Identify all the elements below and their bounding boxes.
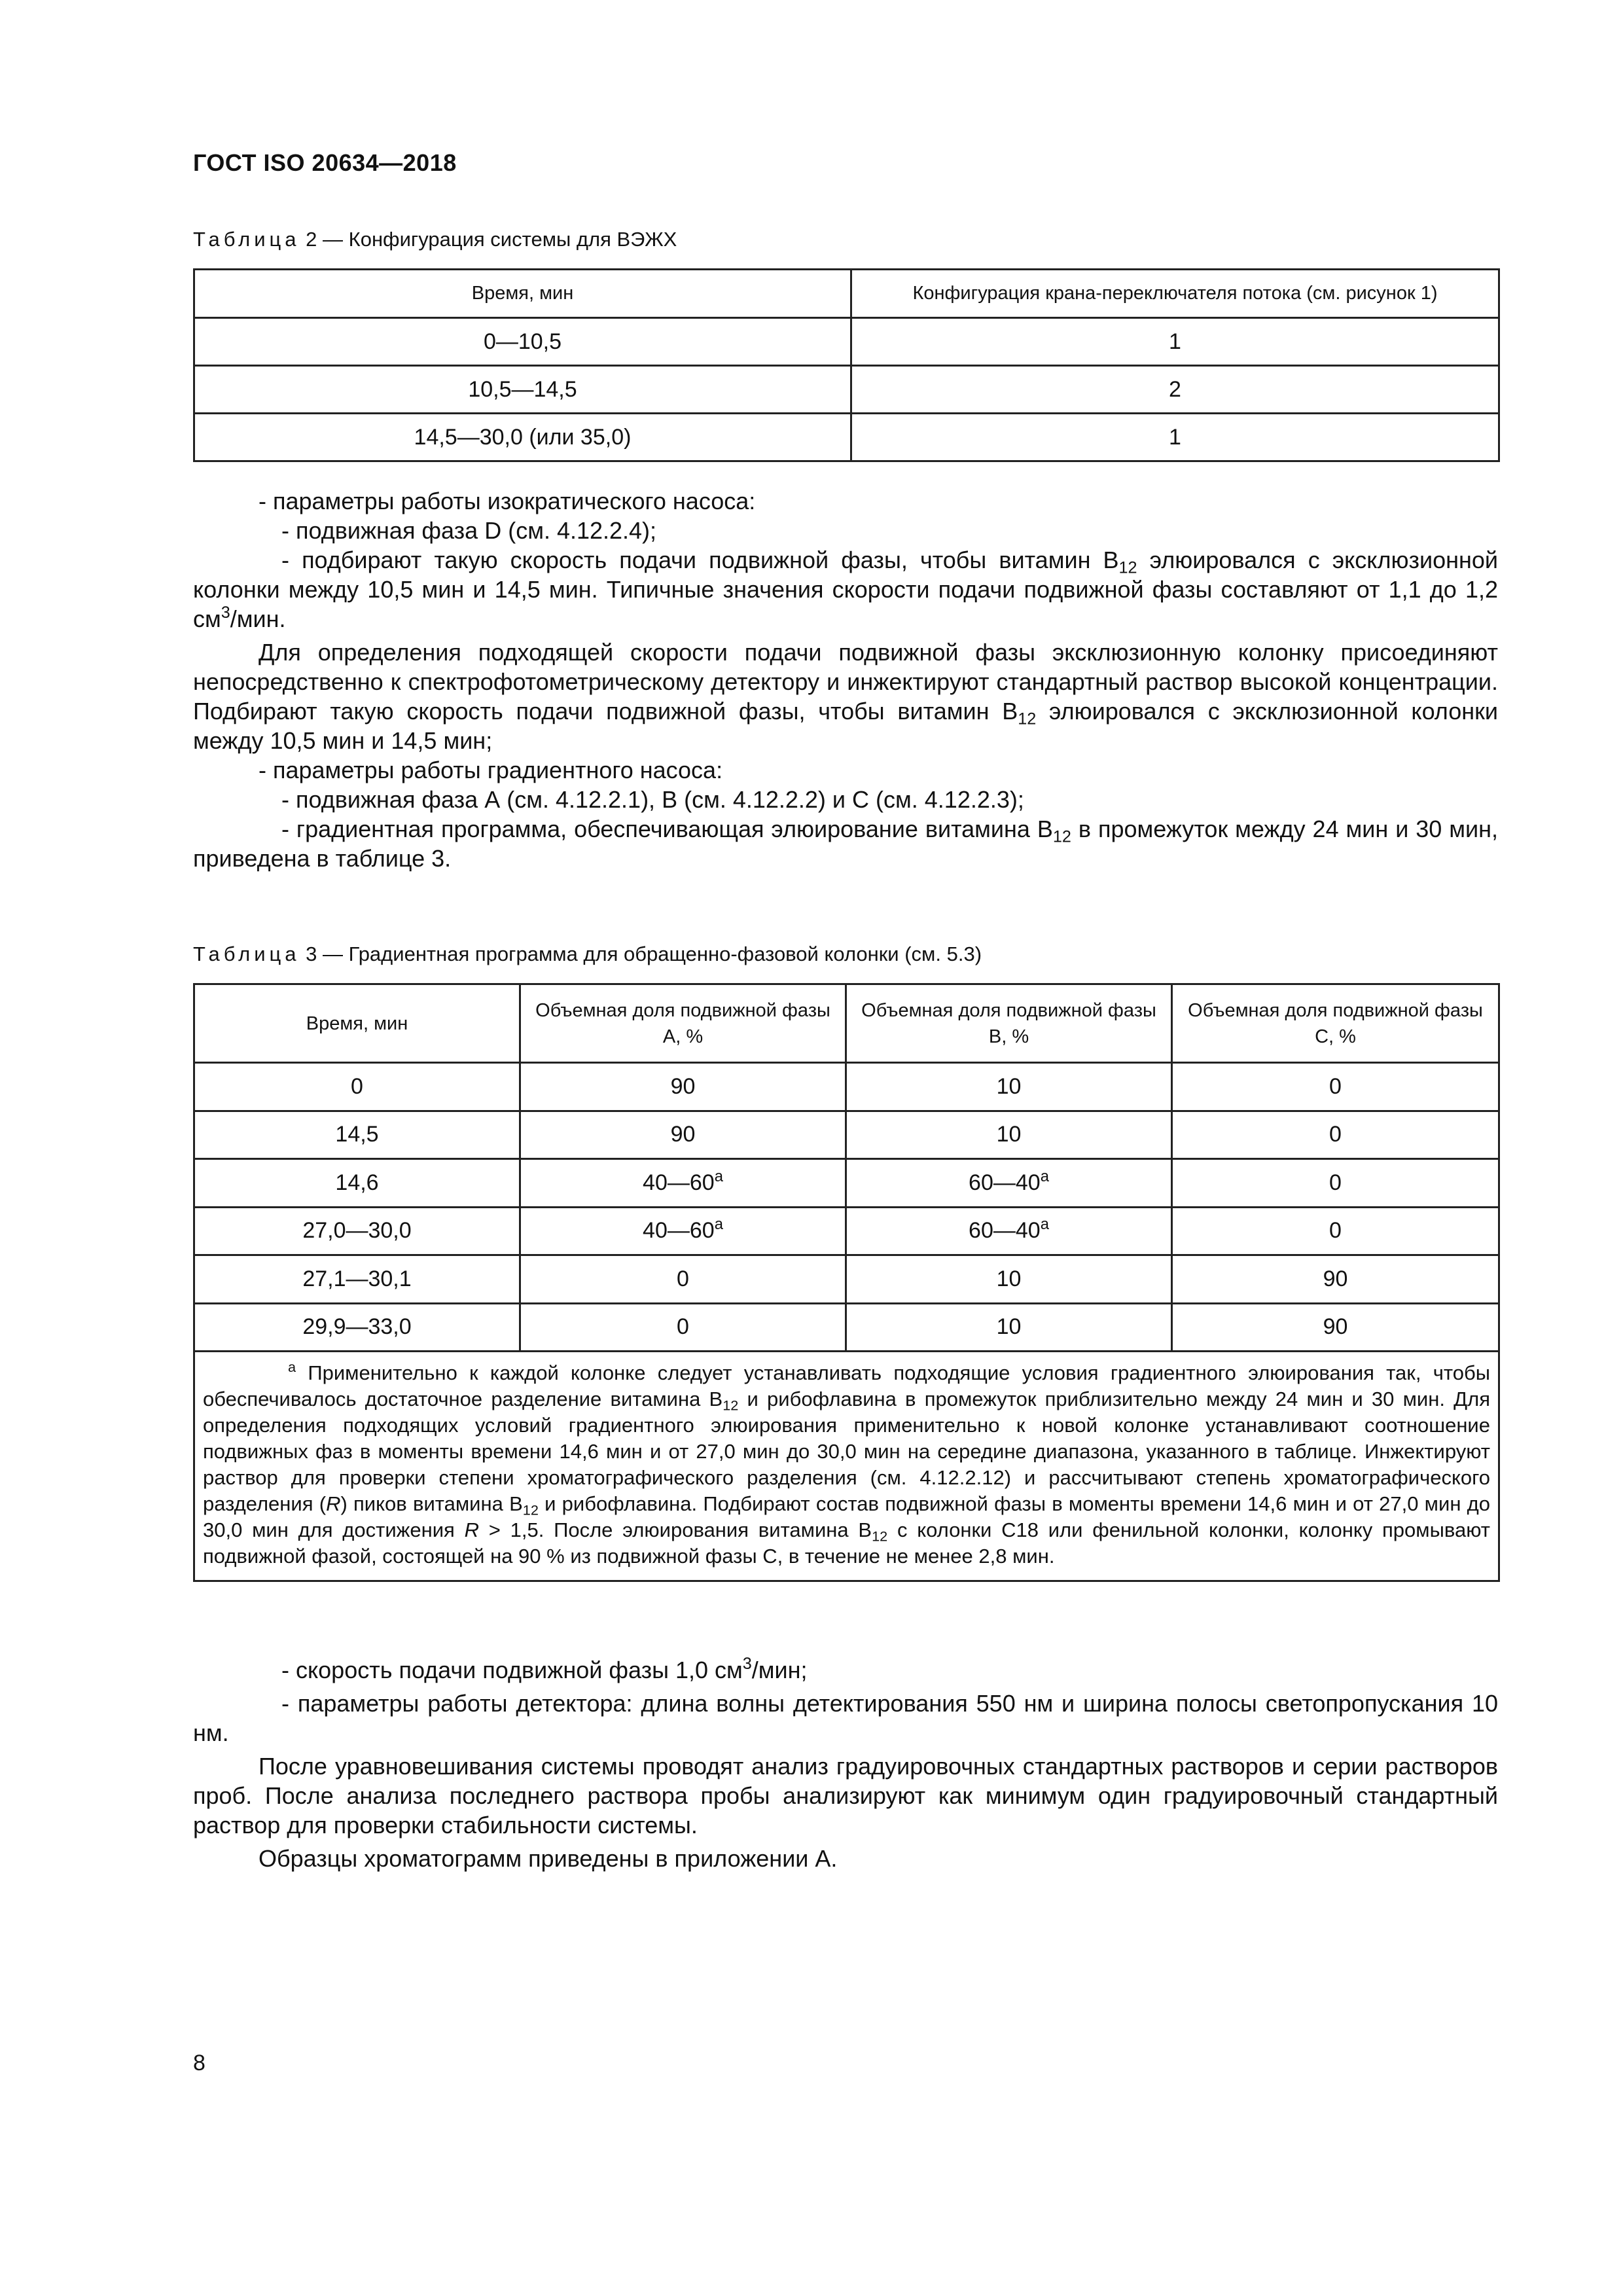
table-footnote: $^a$ Применительно к каждой колонке следует устанавливать подходящие условия градиентного элюирования так, чтобы обеспечивалось достаточное разделение витамина $B_{12}$ и рибофлавина в промежуток приблизительно между 24 мин и 30 мин. Для определения подходящих условий градиентного элюирования применительно к новой колонке устанавливают соотношение подвижных фаз в моменты времени 14,6 мин и от 27,0 мин до 30,0 мин на середине диапазона, указанного в таблице. Инжектируют раствор для проверки степени хроматографического разделения (см. 4.12.2.12) и рассчитывают степень хроматографического разделения (R) пиков витамина $B_{12}$ и рибофлавина. Подбирают состав подвижной фазы в моменты времени 14,6 мин и от 27,0 мин до 30,0 мин для достижения R > 1,5. После элюирования витамина $B_{12}$ с колонки С18 или фенильной колонки, колонку промывают подвижной фазой, состоящей на 90 % из подвижной фазы С, в течение не менее 2,8 мин. [194,1352,1499,1581]
table-row [194,1303,1499,1352]
table-cell: 90 [520,1111,846,1159]
table-header-cell: Объемная доля подвижной фазы В, % [846,984,1172,1063]
paragraph: Образцы хроматограмм приведены в приложении А. [259,1845,838,1872]
table-cell: 10 [846,1303,1172,1352]
footnote-mark: a [714,1167,723,1185]
table-cell: 90 [1172,1303,1499,1352]
table-header-cell: Объемная доля подвижной фазы С, % [1172,984,1499,1063]
footnote-mark: a [1040,1215,1049,1234]
table-cell: 60—40$^a$ [846,1207,1172,1255]
paragraph: Для определения подходящей скорости подачи подвижной фазы эксклюзионную колонку присоединяют непосредственно к спектрофотометрическому детектору и инжектируют стандартный раствор высокой концентрации. Подбирают такую скорость подачи подвижной фазы, чтобы витамин $B_{12}$ элюировался с эксклюзионной колонки между 10,5 мин и 14,5 мин; [193,639,1498,754]
table3 [193,983,1500,1582]
paragraph: - параметры работы изократического насоса: [259,488,756,514]
table-row [194,318,1499,366]
table-header-cell: Время, мин [194,270,851,318]
table-cell: 1 [851,318,1499,366]
table-row [194,1255,1499,1304]
table-cell: 14,6 [194,1159,520,1208]
table-cell: 14,5 [194,1111,520,1159]
body-text-1 [193,486,1498,873]
table-cell: 1 [851,414,1499,461]
table-footnote-row [194,1352,1499,1581]
table-row [194,414,1499,461]
paragraph: - градиентная программа, обеспечивающая элюирование витамина $B_{12}$ в промежуток между 24 мин и 30 мин, приведена в таблице 3. [193,816,1499,872]
table-cell: 0 [520,1255,846,1304]
footnote-mark: a [714,1215,723,1234]
table-header-cell: Объемная доля подвижной фазы А, % [520,984,846,1063]
table-cell: 0 [1172,1207,1499,1255]
table-header-row [194,984,1499,1063]
table-cell: 0 [1172,1111,1499,1159]
page-number: 8 [193,2051,205,2075]
document-header: ГОСТ ISO 20634—2018 [193,149,457,176]
table-cell: 0 [1172,1063,1499,1111]
table-cell: 27,1—30,1 [194,1255,520,1304]
table-cell: 40—60$^a$ [520,1207,846,1255]
table-cell: 0 [194,1063,520,1111]
table-cell: 40—60$^a$ [520,1159,846,1208]
table-header-row [194,270,1499,318]
table-cell: 90 [520,1063,846,1111]
table-row [194,1207,1499,1255]
table-cell: 2 [851,366,1499,414]
paragraph: - скорость подачи подвижной фазы 1,0 $см^3$/мин; [281,1655,808,1683]
footnote-mark: a [1040,1167,1049,1185]
body-text-2 [193,1655,1498,1873]
table2-caption: Таблица 2 — Конфигурация системы для ВЭЖХ [193,228,677,251]
footnote-mark: a [288,1359,296,1376]
paragraph: - параметры работы градиентного насоса: [259,757,723,783]
paragraph: - подвижная фаза А (см. 4.12.2.1), В (см. 4.12.2.2) и С (см. 4.12.2.3); [281,786,1024,813]
table-cell: 0—10,5 [194,318,851,366]
table3-caption: Таблица 3 — Градиентная программа для обращенно-фазовой колонки (см. 5.3) [193,942,982,965]
table-cell: 10 [846,1255,1172,1304]
table-header-cell: Конфигурация крана-переключателя потока (см. рисунок 1) [851,270,1499,318]
table-cell: 0 [1172,1159,1499,1208]
table-cell: 29,9—33,0 [194,1303,520,1352]
table-row [194,1063,1499,1111]
paragraph: После уравновешивания системы проводят анализ градуировочных стандартных растворов и серии растворов проб. После анализа последнего раствора пробы анализируют как минимум один градуировочный стандартный раствор для проверки стабильности системы. [193,1753,1498,1839]
paragraph: - подбирают такую скорость подачи подвижной фазы, чтобы витамин $B_{12}$ элюировался с эксклюзионной колонки между 10,5 мин и 14,5 мин. Типичные значения скорости подачи подвижной фазы составляют от 1,1 до 1,2 $см^3$/мин. [193,547,1498,632]
table-header-cell: Время, мин [194,984,520,1063]
table-row [194,366,1499,414]
paragraph: - подвижная фаза D (см. 4.12.2.4); [281,517,657,544]
table-cell: 0 [520,1303,846,1352]
table-cell: 10 [846,1111,1172,1159]
table-cell: 10,5—14,5 [194,366,851,414]
table-cell: 14,5—30,0 (или 35,0) [194,414,851,461]
table-cell: 27,0—30,0 [194,1207,520,1255]
paragraph: - параметры работы детектора: длина волны детектирования 550 нм и ширина полосы светопропускания 10 нм. [193,1690,1498,1746]
table-row [194,1111,1499,1159]
table-cell: 90 [1172,1255,1499,1304]
table-cell: 60—40$^a$ [846,1159,1172,1208]
table-cell: 10 [846,1063,1172,1111]
table-row [194,1159,1499,1208]
table2 [193,268,1500,462]
